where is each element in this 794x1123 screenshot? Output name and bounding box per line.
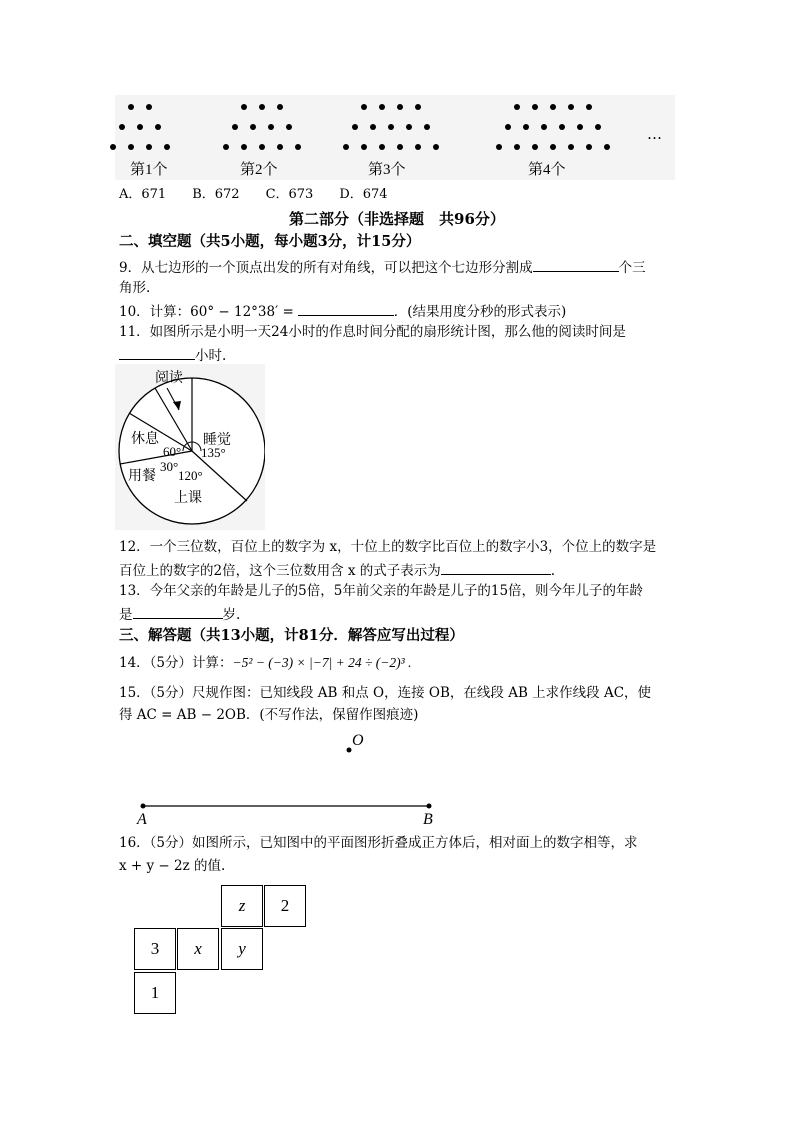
q13-line2 [119, 604, 240, 624]
pattern-dot [397, 144, 403, 150]
segment-figure [130, 728, 440, 828]
pattern-dot [514, 144, 520, 150]
pattern-dot [259, 104, 265, 110]
pattern-dot [259, 144, 265, 150]
pattern-dot [379, 144, 385, 150]
pattern-dot [232, 124, 238, 130]
q16-line1: 16．（5分）如图所示，已知图中的平面图形折叠成正方体后，相对面上的数字相等，求 [119, 835, 638, 851]
q9-tail: 个三 [618, 260, 646, 276]
pattern-dot [397, 104, 403, 110]
q12-line1: 12．一个三位数，百位上的数字为 x，十位上的数字比百位上的数字小3，个位上的数字是 [119, 539, 657, 555]
pattern-label-4: 第4个 [528, 162, 566, 178]
q8-options: A．671 B．672 C．673 D．674 [119, 187, 388, 202]
pattern-dot [568, 144, 574, 150]
cube-cell-3: 3 [134, 928, 176, 970]
point-b [427, 804, 432, 809]
q13-answer-blank[interactable] [133, 604, 223, 619]
q11-line2 [119, 345, 226, 365]
q14 [119, 654, 411, 672]
pattern-dot [343, 144, 349, 150]
q9-answer-blank[interactable] [533, 257, 619, 272]
q9-line2: 角形. [119, 280, 151, 296]
q11-answer-blank[interactable] [119, 345, 195, 360]
pattern-dot [241, 144, 247, 150]
q12-line2 [119, 560, 555, 580]
label-b: B [423, 811, 433, 828]
pattern-dot [379, 104, 385, 110]
pattern-dot [595, 124, 601, 130]
q16-line2: x + y − 2z 的值. [119, 858, 226, 874]
pattern-dot [406, 124, 412, 130]
pattern-dot [250, 124, 256, 130]
pattern-dot [128, 144, 134, 150]
pattern-dot [568, 104, 574, 110]
q9-line1 [119, 257, 646, 277]
pattern-dot [586, 104, 592, 110]
q11-line1: 11．如图所示是小明一天24小时的作息时间分配的扇形统计图，那么他的阅读时间是 [119, 324, 626, 340]
q10-answer-blank[interactable] [298, 301, 394, 316]
cube-cell-1: 1 [134, 972, 176, 1014]
point-o [347, 748, 352, 753]
pattern-dot [550, 104, 556, 110]
pie-angle-sleep: 135° [201, 445, 226, 460]
q13-prefix: 是 [119, 607, 133, 623]
pattern-dot [295, 144, 301, 150]
pattern-dot [241, 104, 247, 110]
cube-cell-2: 2 [264, 885, 306, 927]
pattern-dot [424, 124, 430, 130]
q14-expression: −5² − (−3) × |−7| + 24 ÷ (−2)³ . [232, 655, 412, 670]
pattern-label-2: 第2个 [240, 162, 278, 178]
q12-answer-blank[interactable] [441, 560, 551, 575]
cube-cell-x: x [177, 928, 219, 970]
q15-line2: 得 AC = AB − 2OB．(不写作法，保留作图痕迹) [119, 707, 419, 723]
pie-label-reading: 阅读 [155, 371, 183, 386]
q13-suffix: 岁. [222, 607, 241, 623]
pattern-dot [146, 104, 152, 110]
pattern-dot [532, 144, 538, 150]
q14-prefix: 14．（5分）计算： [119, 655, 233, 671]
q9-text: 9．从七边形的一个顶点出发的所有对角线，可以把这个七边形分割成 [119, 260, 533, 276]
cube-cell-y: y [221, 928, 263, 970]
q10-prefix: 10．计算：60° − 12°38′ = [119, 304, 294, 320]
pattern-dot [505, 124, 511, 130]
pattern-dot [532, 104, 538, 110]
pattern-label-1: 第1个 [130, 162, 168, 178]
q12-text: 百位上的数字的2倍，这个三位数用含 x 的式子表示为 [119, 563, 441, 579]
pattern-dot [559, 124, 565, 130]
point-a [141, 804, 146, 809]
pie-label-class: 上课 [174, 491, 202, 506]
pattern-dot [146, 144, 152, 150]
pattern-dot [223, 144, 229, 150]
pattern-dot [523, 124, 529, 130]
pie-angle-rest: 60° [163, 444, 182, 459]
pattern-dot [604, 144, 610, 150]
pattern-dot [128, 104, 134, 110]
pattern-dot [277, 144, 283, 150]
pattern-dot [119, 124, 125, 130]
q15-line1: 15．（5分）尺规作图：已知线段 AB 和点 O，连接 OB，在线段 AB 上求作线段 AC，使 [119, 685, 652, 701]
part2-title: 第二部分（非选择题 共96分） [289, 210, 505, 228]
pattern-dot [286, 124, 292, 130]
q10 [119, 301, 566, 321]
pattern-dot [388, 124, 394, 130]
pie-label-rest: 休息 [131, 432, 159, 447]
pattern-dot [433, 144, 439, 150]
pattern-dot [268, 124, 274, 130]
section2-title: 二、填空题（共5小题，每小题3分，计15分） [119, 233, 421, 250]
pattern-dot [164, 144, 170, 150]
pie-label-meal: 用餐 [128, 469, 156, 484]
pie-label-sleep: 睡觉 [203, 433, 231, 448]
pie-angle-class: 120° [178, 468, 203, 483]
label-a: A [137, 811, 147, 828]
pattern-dot [361, 104, 367, 110]
pattern-dot [586, 144, 592, 150]
pattern-dot [137, 124, 143, 130]
pattern-dot [550, 144, 556, 150]
pattern-dot [277, 104, 283, 110]
pattern-dot [155, 124, 161, 130]
pattern-dot [110, 144, 116, 150]
pie-angle-meal: 30° [160, 459, 179, 474]
q10-suffix: ．(结果用度分秒的形式表示) [393, 304, 567, 320]
pattern-dot [352, 124, 358, 130]
pattern-dot [370, 124, 376, 130]
pattern-dot [361, 144, 367, 150]
pattern-dot [577, 124, 583, 130]
q11-suffix: 小时. [195, 348, 227, 364]
schedule-pie-chart [115, 364, 265, 530]
pattern-label-3: 第3个 [368, 162, 406, 178]
pattern-dot [496, 144, 502, 150]
pattern-dot [415, 144, 421, 150]
cube-cell-z: z [221, 885, 263, 927]
pattern-dot [415, 104, 421, 110]
q12-end: . [550, 563, 556, 579]
pattern-dot [541, 124, 547, 130]
q13-line1: 13．今年父亲的年龄是儿子的5倍，5年前父亲的年龄是儿子的15倍，则今年儿子的年龄 [119, 583, 644, 599]
pattern-ellipsis: … [647, 125, 662, 143]
label-o: O [352, 732, 364, 749]
pattern-dot [514, 104, 520, 110]
section3-title: 三、解答题（共13小题，计81分．解答应写出过程） [119, 627, 464, 644]
